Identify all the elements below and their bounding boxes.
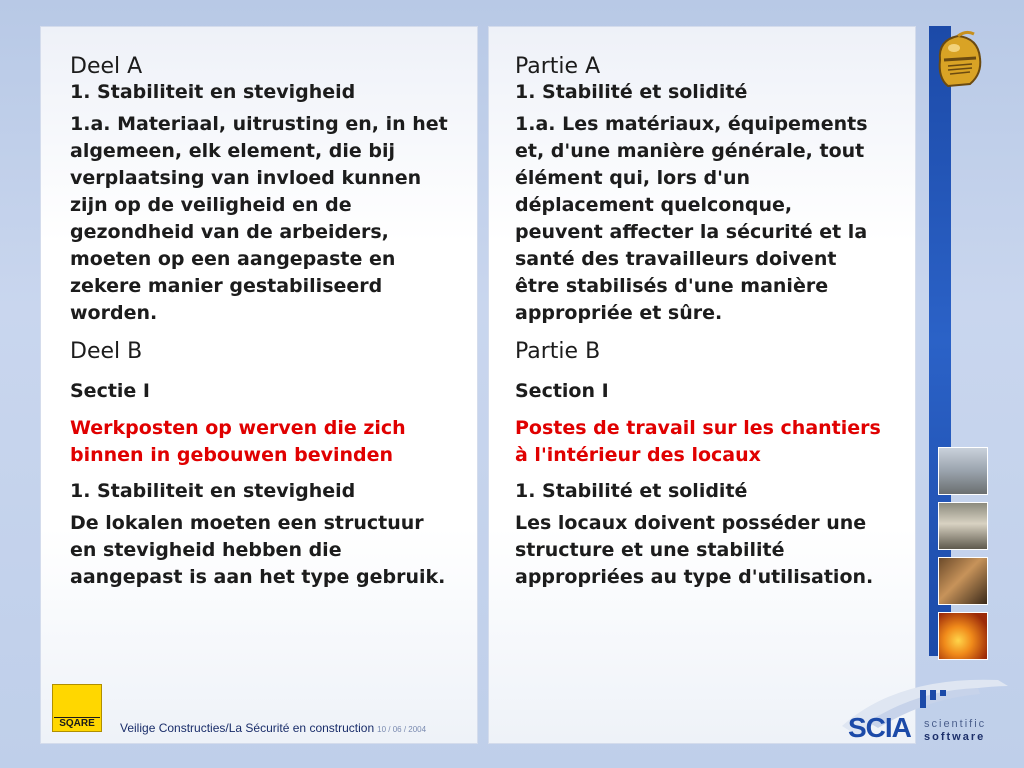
part-a-title: Partie A [515, 54, 601, 79]
footer-title: Veilige Constructies/La Sécurité en construction [120, 721, 375, 735]
paragraph-1a: 1.a. Materiaal, uitrusting en, in het algemeen, elk element, die bij verplaatsing van invloed kunnen zijn op de veiligheid en de gezondheid van de arbeiders, moeten op een aangepaste en zekere manier gestabiliseerd worden. [70, 113, 448, 324]
subtitle-stability: 1. Stabiliteit en stevigheid [70, 81, 356, 103]
subtitle-stability-2: 1. Stabiliteit en stevigheid [70, 480, 356, 502]
section-label: Sectie I [70, 380, 150, 402]
footer-date: 10 / 06 / 2004 [377, 725, 427, 734]
construction-photo-2 [938, 502, 988, 550]
footer [120, 721, 426, 735]
paragraph-locals: De lokalen moeten een structuur en stevigheid hebben die aangepast is aan het type gebruik. [70, 512, 446, 588]
part-b-title: Deel B [70, 339, 143, 364]
sqare-logo-text: SQARE [54, 717, 100, 729]
scia-tagline-2: software [924, 731, 986, 743]
part-a-title: Deel A [70, 54, 143, 79]
red-heading: Postes de travail sur les chantiers à l'intérieur des locaux [515, 417, 881, 466]
sqare-logo [52, 684, 102, 732]
part-b-title: Partie B [515, 339, 601, 364]
paragraph-locals: Les locaux doivent posséder une structure et une stabilité appropriées au type d'utilisation. [515, 512, 874, 588]
dutch-column [70, 40, 450, 601]
construction-photo-4 [938, 612, 988, 660]
scia-logo-word: SCIA [848, 712, 911, 743]
subtitle-stability: 1. Stabilité et solidité [515, 81, 748, 103]
red-heading: Werkposten op werven die zich binnen in gebouwen bevinden [70, 417, 406, 466]
construction-photo-1 [938, 447, 988, 495]
paragraph-1a: 1.a. Les matériaux, équipements et, d'une manière générale, tout élément qui, lors d'un déplacement quelconque, peuvent affecter la sécurité et la santé des travailleurs doivent être stabilisés d'une manière appropriée et sûre. [515, 113, 868, 324]
french-column [515, 40, 885, 601]
knight-helmet-icon [930, 30, 988, 92]
section-label: Section I [515, 380, 609, 402]
subtitle-stability-2: 1. Stabilité et solidité [515, 480, 748, 502]
scia-tagline-1: scientific [924, 718, 987, 730]
construction-photo-3 [938, 557, 988, 605]
